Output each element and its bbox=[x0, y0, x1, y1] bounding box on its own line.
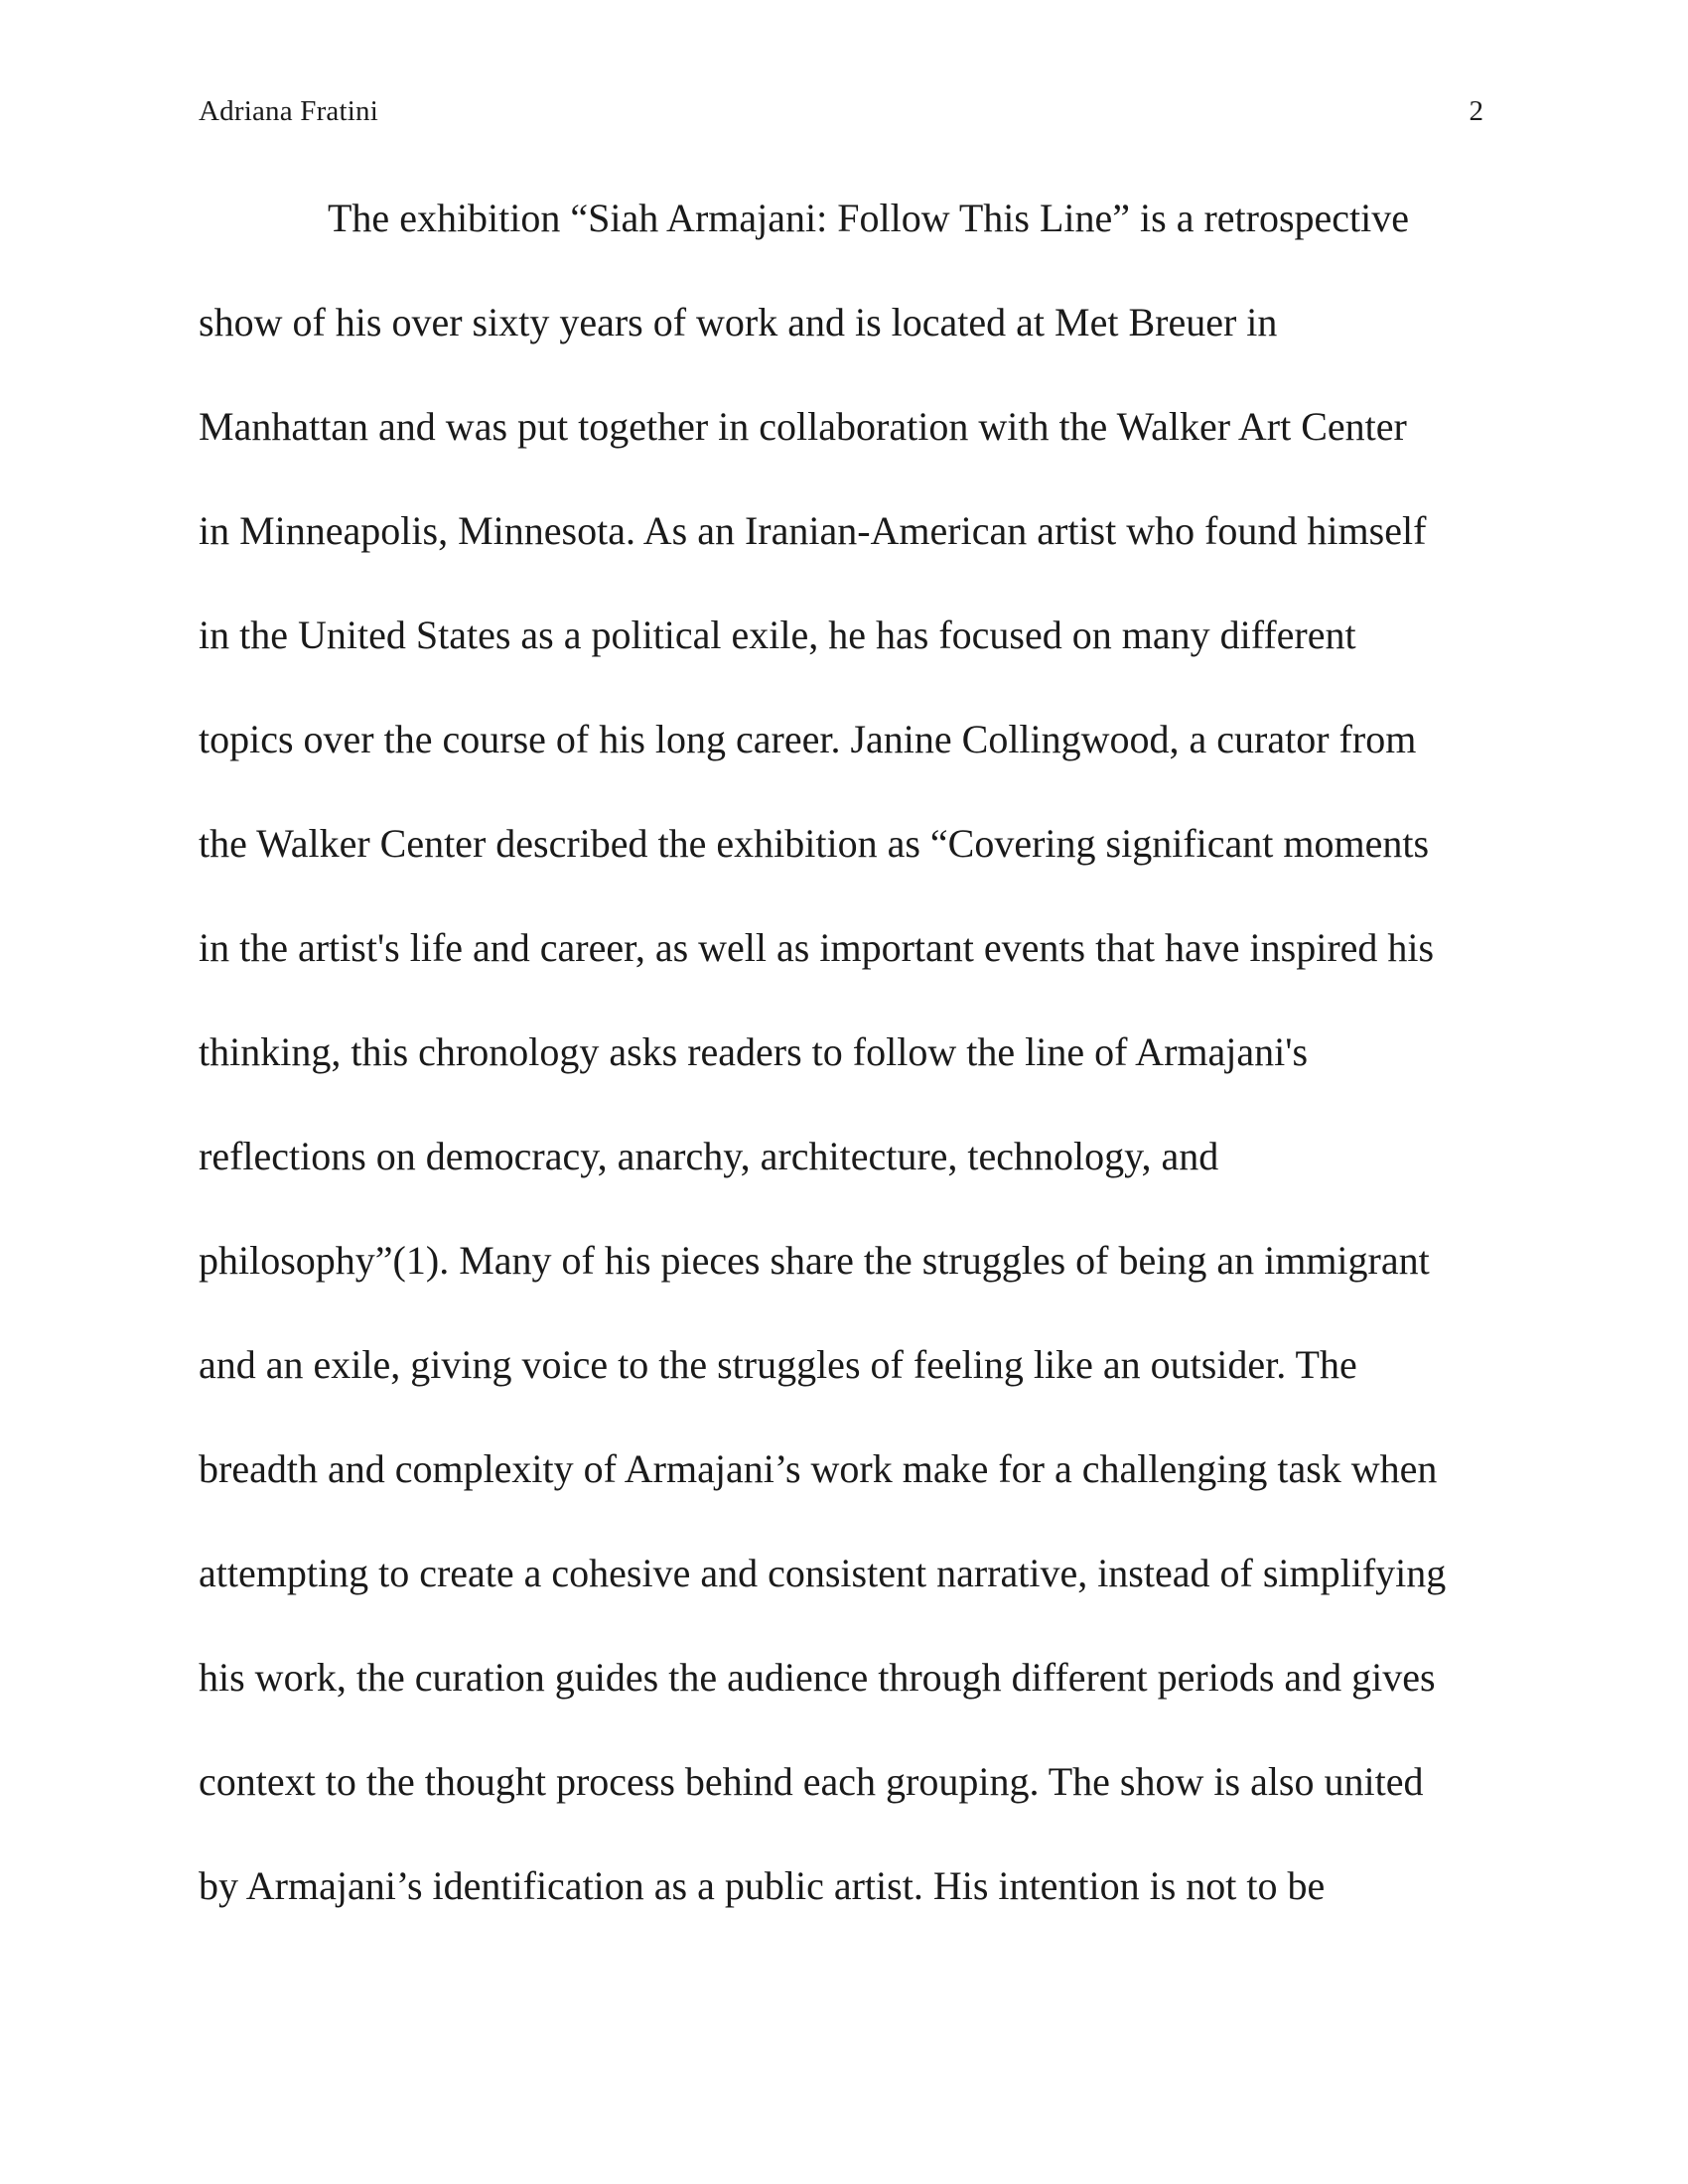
text-line: in Minneapolis, Minnesota. As an Iranian-American artist who found himself bbox=[199, 508, 1427, 553]
text-line: in the United States as a political exile, he has focused on many different bbox=[199, 613, 1356, 657]
text-line: and an exile, giving voice to the struggles of feeling like an outsider. The bbox=[199, 1342, 1357, 1387]
text-line: topics over the course of his long career. Janine Collingwood, a curator from bbox=[199, 717, 1417, 761]
body-text bbox=[199, 189, 1489, 1961]
text-line: context to the thought process behind each grouping. The show is also united bbox=[199, 1759, 1424, 1804]
page-number: 2 bbox=[1469, 95, 1483, 127]
text-line: the Walker Center described the exhibition as “Covering significant moments bbox=[199, 821, 1430, 866]
text-line: philosophy”(1). Many of his pieces share the struggles of being an immigrant bbox=[199, 1238, 1430, 1283]
text-line: show of his over sixty years of work and is located at Met Breuer in bbox=[199, 300, 1278, 344]
text-line: reflections on democracy, anarchy, architecture, technology, and bbox=[199, 1134, 1219, 1178]
header-author: Adriana Fratini bbox=[199, 95, 378, 127]
text-line: attempting to create a cohesive and consistent narrative, instead of simplifying bbox=[199, 1551, 1447, 1595]
text-line: thinking, this chronology asks readers to follow the line of Armajani's bbox=[199, 1029, 1309, 1074]
text-line: by Armajani’s identification as a public artist. His intention is not to be bbox=[199, 1863, 1326, 1908]
text-line: The exhibition “Siah Armajani: Follow This Line” is a retrospective bbox=[328, 196, 1410, 240]
text-line: breadth and complexity of Armajani’s work make for a challenging task when bbox=[199, 1446, 1438, 1491]
text-line: in the artist's life and career, as well as important events that have inspired his bbox=[199, 925, 1435, 970]
text-line: Manhattan and was put together in collaboration with the Walker Art Center bbox=[199, 404, 1407, 449]
text-line: his work, the curation guides the audience through different periods and gives bbox=[199, 1655, 1436, 1700]
